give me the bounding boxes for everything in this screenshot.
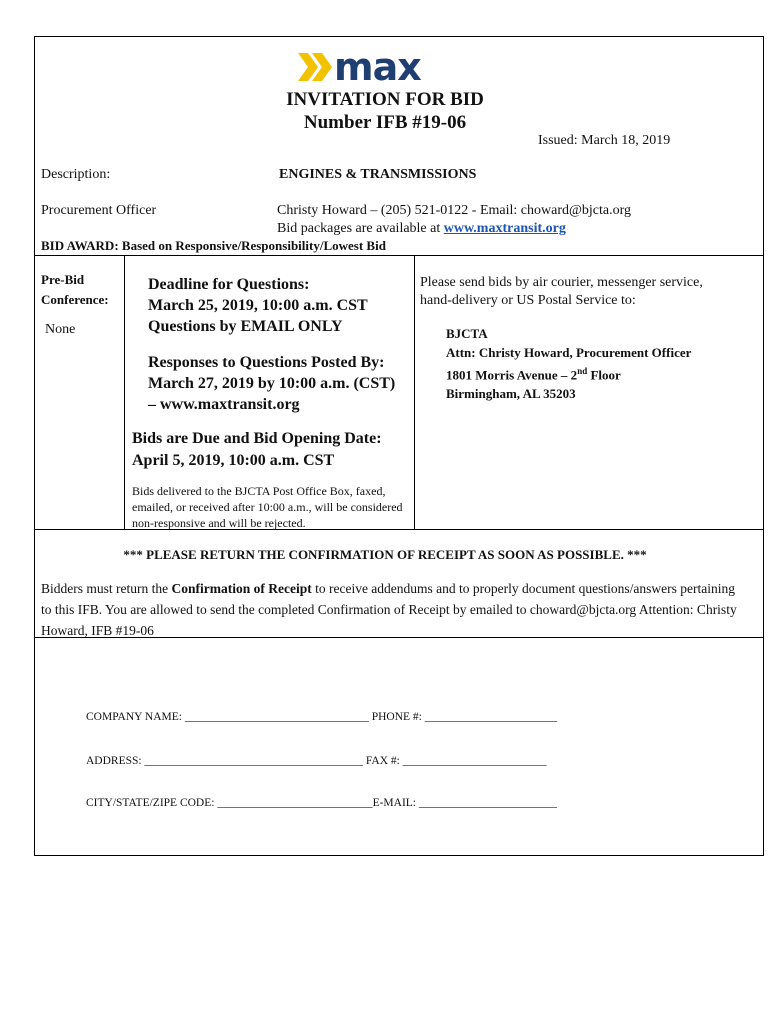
bid-award: BID AWARD: Based on Responsive/Responsibility/Lowest Bid [41,238,386,253]
deadline-column-divider [414,255,415,529]
responses-posted [148,352,410,415]
prebid-conference-label: Pre-Bid Conference: [41,272,109,307]
bids-due-date: April 5, 2019, 10:00 a.m. CST [132,452,335,469]
questions-deadline [148,274,408,337]
description-label: Description: [41,167,111,182]
questions-deadline-heading: Deadline for Questions: [148,276,310,293]
address-fax-field[interactable]: ADDRESS: ______________________________________ FAX #: _________________________ [86,755,547,767]
responses-site: – www.maxtransit.org [148,396,300,413]
mailing-address [446,324,691,403]
questions-deadline-date: March 25, 2019, 10:00 a.m. CST [148,297,368,314]
city-email-field[interactable]: CITY/STATE/ZIPE CODE: ___________________________E-MAIL: ________________________ [86,797,557,809]
confirmation-instructions: Bidders must return the Confirmation of Receipt to receive addendums and to properly document questions/answers pertaining to this IFB. You are allowed to send the completed Confirmation of Receipt by emailed to choward@bjcta.org Attention: Christy Howard, IFB #19-06 [41,581,737,638]
procurement-officer-label: Procurement Officer [41,203,157,218]
description-value: ENGINES & TRANSMISSIONS [279,167,477,182]
send-bids-instructions: Please send bids by air courier, messenger service, hand-delivery or US Postal Service to: [420,275,703,308]
prebid-conference-value: None [45,322,76,337]
issued-date: Issued: March 18, 2019 [538,133,671,148]
bid-packages-note [277,221,566,237]
procurement-officer-contact: Christy Howard – (205) 521-0122 - Email: choward@bjcta.org [277,203,632,218]
address-street: 1801 Morris Avenue – 2nd Floor [446,366,621,383]
logo-text: max [334,47,421,87]
max-logo [296,47,438,87]
document-title: INVITATION FOR BID [286,89,484,110]
company-phone-field[interactable]: COMPANY NAME: ________________________________ PHONE #: _______________________ [86,711,557,723]
responses-date: March 27, 2019 by 10:00 a.m. (CST) [148,375,396,392]
maxtransit-link[interactable]: www.maxtransit.org [443,221,566,236]
address-city: Birmingham, AL 35203 [446,386,576,402]
address-attn: Attn: Christy Howard, Procurement Officer [446,345,692,360]
bids-due [132,428,410,472]
bids-due-heading: Bids are Due and Bid Opening Date: [132,430,382,447]
confirmation-heading: *** PLEASE RETURN THE CONFIRMATION OF RECEIPT AS SOON AS POSSIBLE. *** [123,547,647,562]
responses-heading: Responses to Questions Posted By: [148,354,385,371]
ifb-number: Number IFB #19-06 [303,112,467,133]
table-top-divider [34,255,764,256]
late-bids-note: Bids delivered to the BJCTA Post Office Box, faxed, emailed, or received after 10:00 a.m., will be considered non-responsive and will be rejected. [132,484,403,530]
address-org: BJCTA [446,326,488,341]
bid-packages-text: Bid packages are available at [277,221,444,236]
questions-method: Questions by EMAIL ONLY [148,318,343,335]
prebid-column-divider [124,255,125,529]
